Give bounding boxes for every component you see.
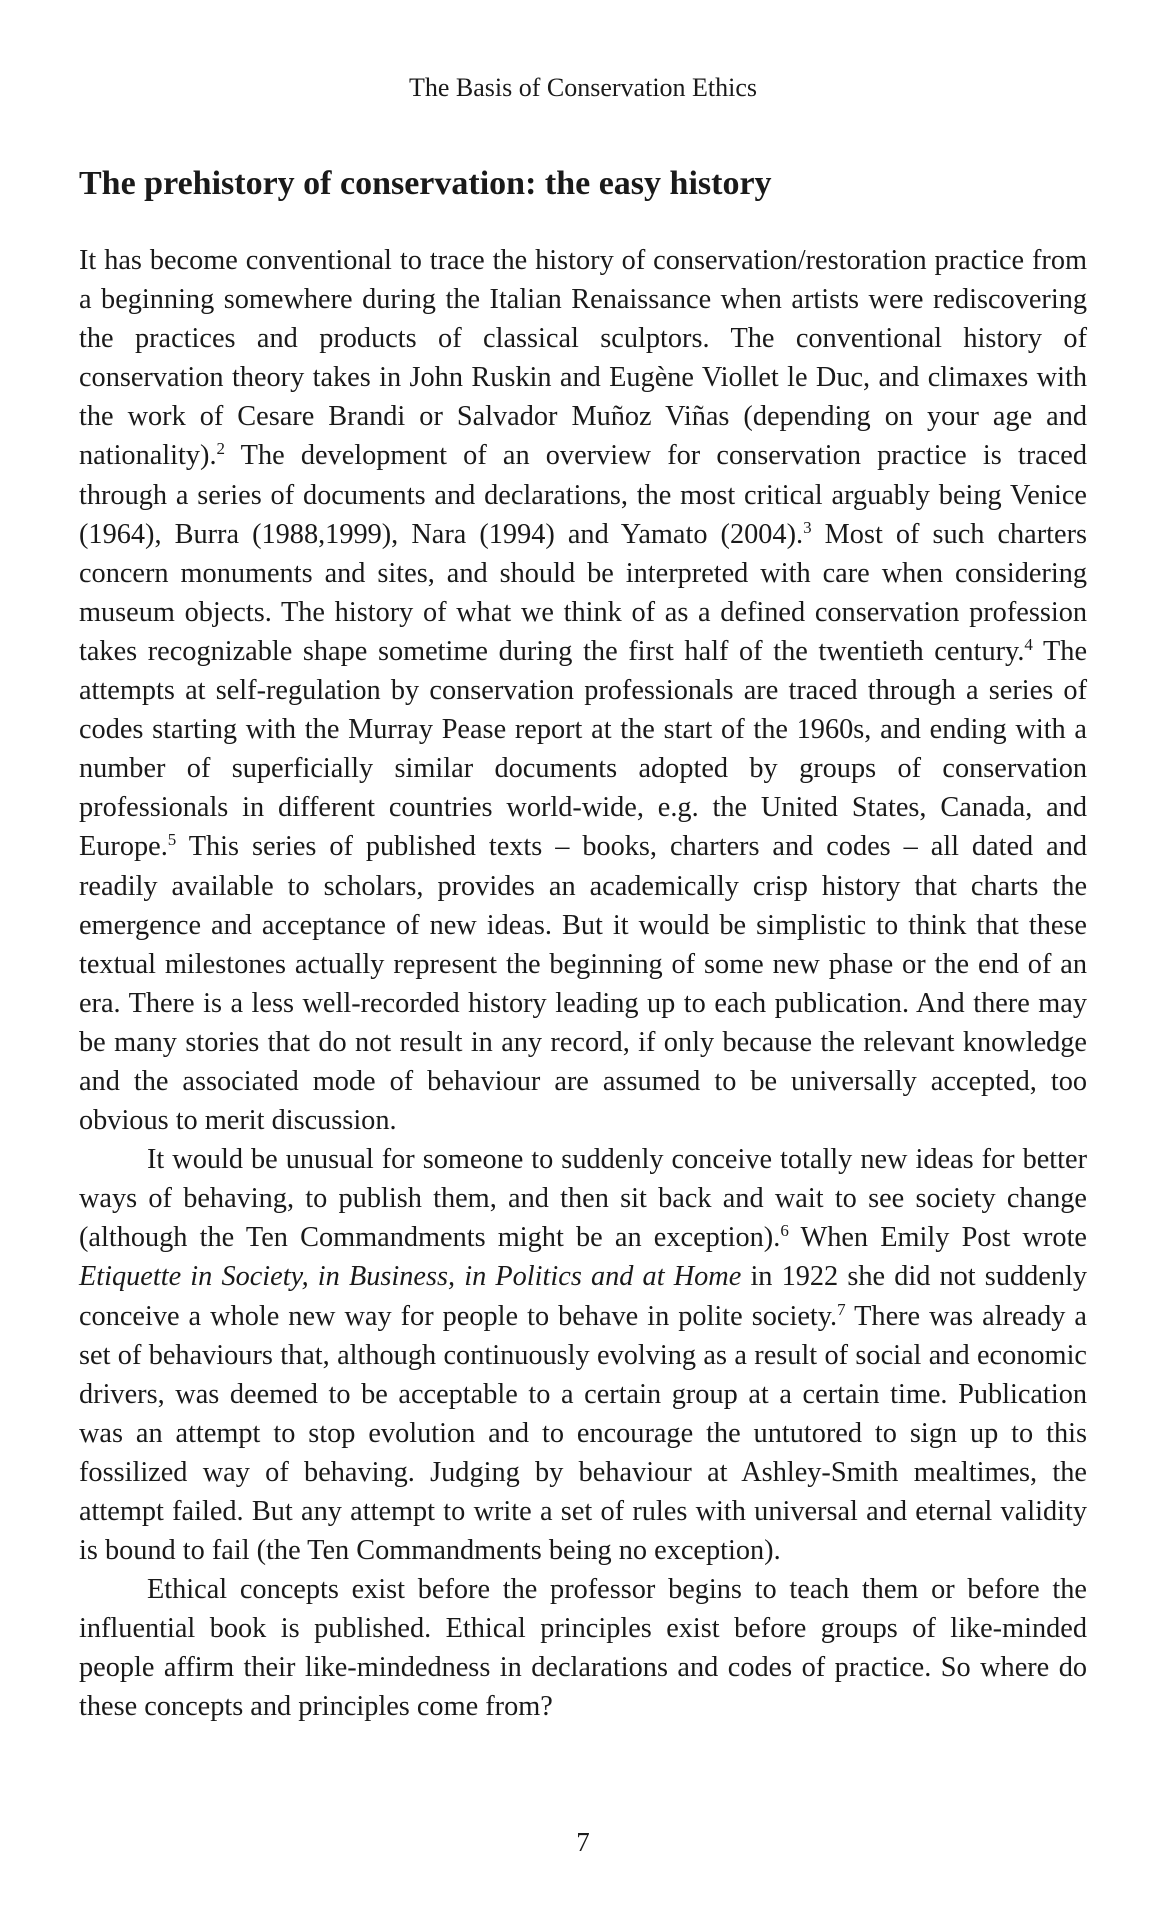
paragraph-3	[79, 1570, 1087, 1726]
footnote-ref-4[interactable]: 4	[1024, 634, 1033, 654]
page-number: 7	[576, 1827, 590, 1857]
running-header: The Basis of Conservation Ethics	[408, 73, 758, 102]
body-text	[79, 241, 1087, 1727]
paragraph-2-text-2: When Emily Post wrote	[788, 1222, 1087, 1254]
footnote-ref-5[interactable]: 5	[167, 830, 177, 850]
footnote-ref-2[interactable]: 2	[216, 439, 226, 459]
paragraph-1-text-3: Most of such charters concern monuments and sites, and should be interpreted with care when considering museum objects. The history of what we think of as a defined conservation profession takes recognizable shape sometime during the first half of the twentieth century.	[79, 518, 1088, 667]
book-title: Etiquette in Society, in Business, in Politics and at Home	[79, 1261, 742, 1293]
paragraph-2-text-4: There was already a set of behaviours that, although continuously evolving as a result of social and economic drivers, was deemed to be acceptable to a certain group at a certain time. Publication was an attempt to stop evolution and to encourage the untutored to sign up to this fossilized way of behaving. Judging by behaviour at Ashley-Smith mealtimes, the attempt failed. But any attempt to write a set of rules with universal and eternal validity is bound to fail (the Ten Commandments being no exception).	[79, 1300, 1087, 1567]
footnote-ref-3[interactable]: 3	[803, 517, 812, 537]
section-heading: The prehistory of conservation: the easy history	[79, 165, 772, 202]
paragraph-1-text-1: It has become conventional to trace the history of conservation/restoration practice from a beginning somewhere during the Italian Renaissance when artists were rediscovering the practices and products of classical sculptors. The conventional history of conservation theory takes in John Ruskin and Eugène Viollet le Duc, and climaxes with the work of Cesare Brandi or Salvador Muñoz Viñas (depending on your age and nationality).	[79, 245, 1087, 472]
footnote-ref-6[interactable]: 6	[780, 1221, 789, 1241]
paragraph-1-text-4: The attempts at self-regulation by conservation professionals are traced through a series of codes starting with the Murray Pease report at the start of the 1960s, and ending with a number of superficially similar documents adopted by groups of conservation professionals in different countries world-wide, e.g. the United States, Canada, and Europe.	[79, 635, 1087, 863]
paragraph-2-text-1: It would be unusual for someone to suddenly conceive totally new ideas for better ways of behaving, to publish them, and then sit back and wait to see society change (although the Ten Commandments might be an exception).	[79, 1144, 1087, 1254]
paragraph-3-text-1: Ethical concepts exist before the professor begins to teach them or before the influential book is published. Ethical principles exist before groups of like-minded people affirm their like-mindedness in declarations and codes of practice. So where do these concepts and principles come from?	[79, 1574, 1087, 1723]
paragraph-2-text-3: in 1922 she did not suddenly conceive a whole new way for people to behave in polite society.	[79, 1261, 1087, 1332]
paragraph-2	[79, 1140, 1087, 1570]
footnote-ref-7[interactable]: 7	[837, 1299, 846, 1319]
paragraph-1-text-5: This series of published texts – books, charters and codes – all dated and readily available to scholars, provides an academically crisp history that charts the emergence and acceptance of new ideas. But it would be simplistic to think that these textual milestones actually represent the beginning of some new phase or the end of an era. There is a less well-recorded history leading up to each publication. And there may be many stories that do not result in any record, if only because the relevant knowledge and the associated mode of behaviour are assumed to be universally accepted, too obvious to merit discussion.	[79, 831, 1087, 1137]
paragraph-1	[79, 241, 1087, 1140]
paragraph-1-text-2: The development of an overview for conservation practice is traced through a series of documents and declarations, the most critical arguably being Venice (1964), Burra (1988,1999), Nara (1994) and Yamato (2004).	[79, 440, 1087, 550]
